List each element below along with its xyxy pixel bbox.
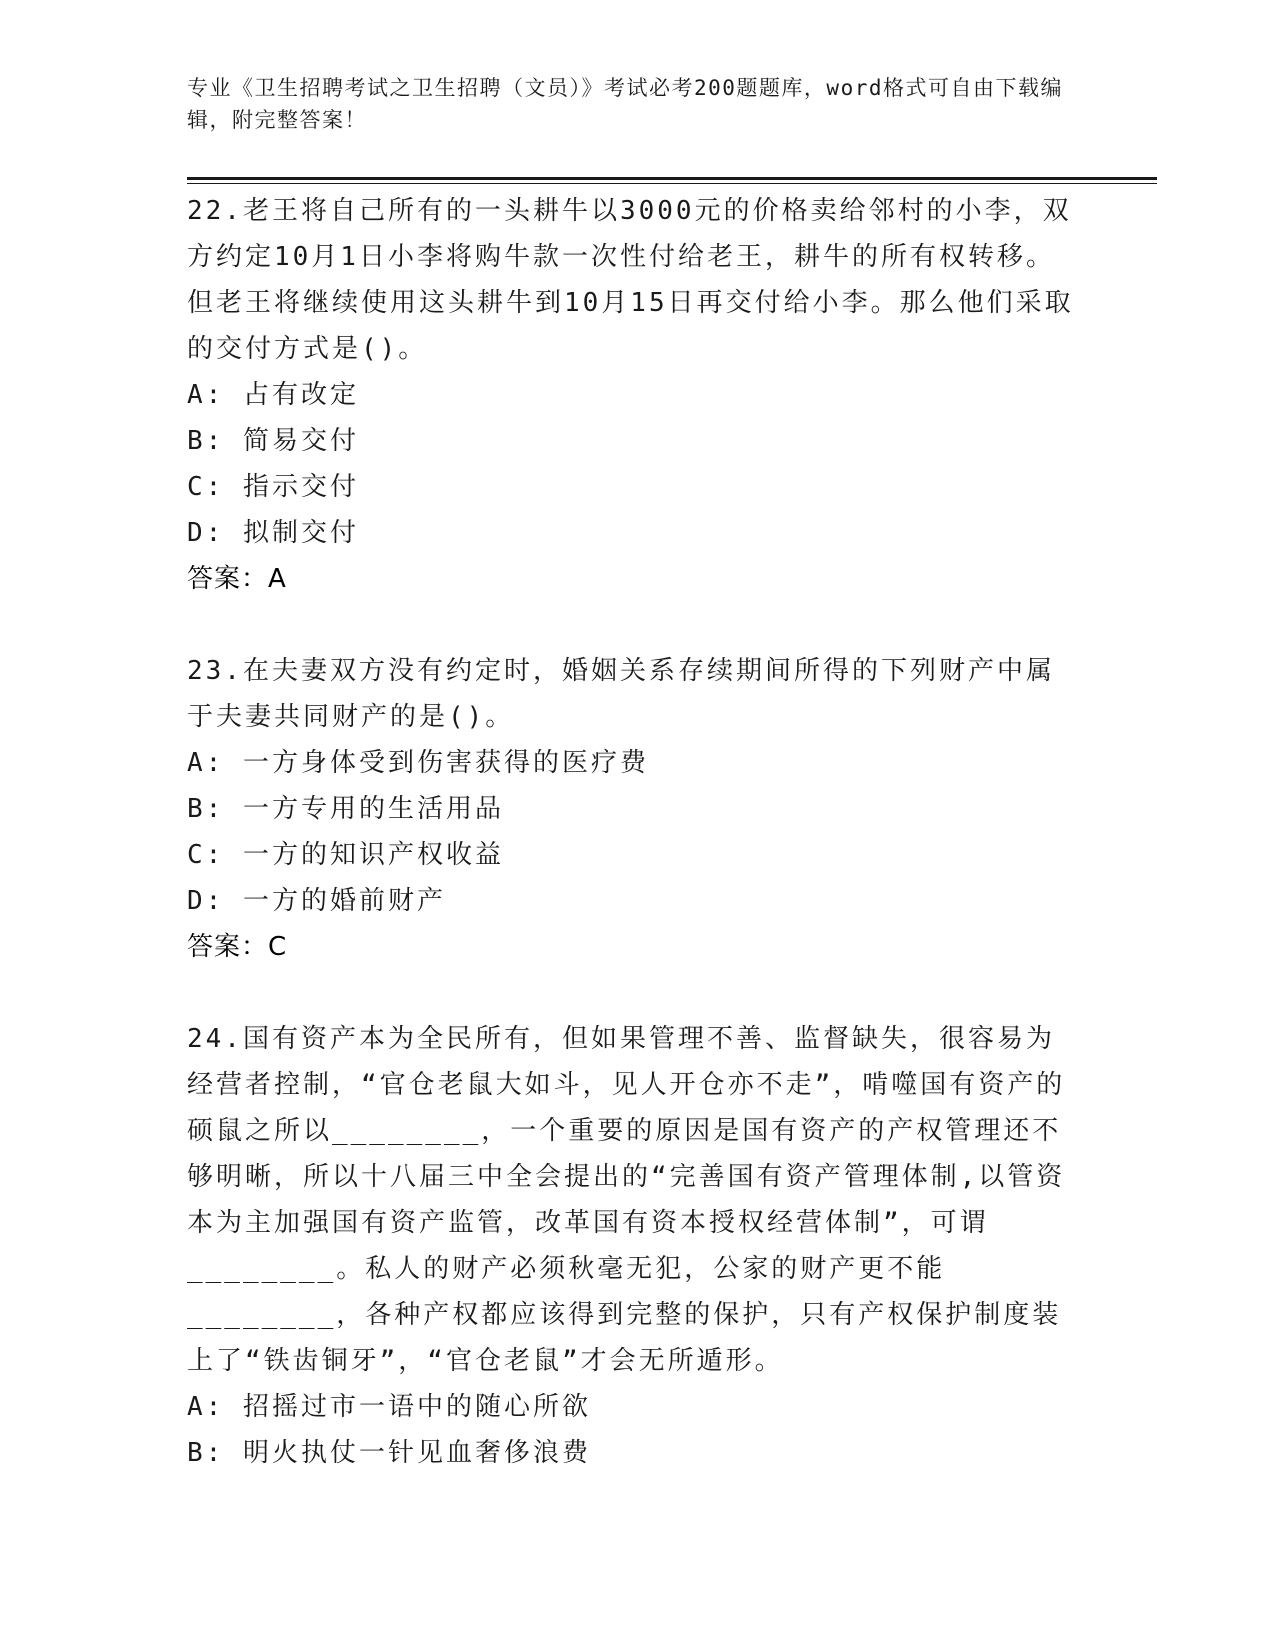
option-list (187, 1384, 1077, 1476)
option-list (187, 740, 1077, 924)
question-stem: 23.在夫妻双方没有约定时，婚姻关系存续期间所得的下列财产中属于夫妻共同财产的是()。 (187, 656, 1055, 732)
header-divider-thin (187, 183, 1157, 184)
option-b: B: 一方专用的生活用品 (187, 794, 504, 824)
option-d: D: 拟制交付 (187, 518, 359, 548)
option-b: B: 明火执仗一针见血奢侈浪费 (187, 1438, 591, 1468)
question-23 (187, 648, 1077, 970)
document-header: 专业《卫生招聘考试之卫生招聘（文员）》考试必考200题题库，word格式可自由下载编辑，附完整答案！ (187, 76, 1063, 132)
question-stem: 22.老王将自己所有的一头耕牛以3000元的价格卖给邻村的小李，双方约定10月1日小李将购牛款一次性付给老王，耕牛的所有权转移。但老王将继续使用这头耕牛到10月15日再交付给小李。那么他们采取的交付方式是()。 (187, 196, 1074, 364)
answer-line: 答案：C (187, 932, 288, 962)
header-divider-thick (187, 177, 1157, 180)
option-a: A: 占有改定 (187, 380, 359, 410)
option-b: B: 简易交付 (187, 426, 359, 456)
question-stem: 24.国有资产本为全民所有，但如果管理不善、监督缺失，很容易为经营者控制，“官仓老鼠大如斗，见人开仓亦不走”，啃噬国有资产的硕鼠之所以________，一个重要的原因是国有资产的产权管理还不够明晰，所以十八届三中全会提出的“完善国有资产管理体制,以管资本为主加强国有资产监管，改革国有资本授权经营体制”，可谓________。私人的财产必须秋毫无犯，公家的财产更不能________，各种产权都应该得到完整的保护，只有产权保护制度装上了“铁齿铜牙”，“官仓老鼠”才会无所遁形。 (187, 1024, 1066, 1376)
option-d: D: 一方的婚前财产 (187, 886, 446, 916)
option-c: C: 指示交付 (187, 472, 359, 502)
option-c: C: 一方的知识产权收益 (187, 840, 504, 870)
question-24 (187, 1016, 1077, 1476)
question-22 (187, 188, 1077, 602)
option-a: A: 一方身体受到伤害获得的医疗费 (187, 748, 649, 778)
answer-line: 答案：A (187, 564, 287, 594)
question-list (187, 188, 1077, 1522)
option-a: A: 招摇过市一语中的随心所欲 (187, 1392, 591, 1422)
option-list (187, 372, 1077, 556)
